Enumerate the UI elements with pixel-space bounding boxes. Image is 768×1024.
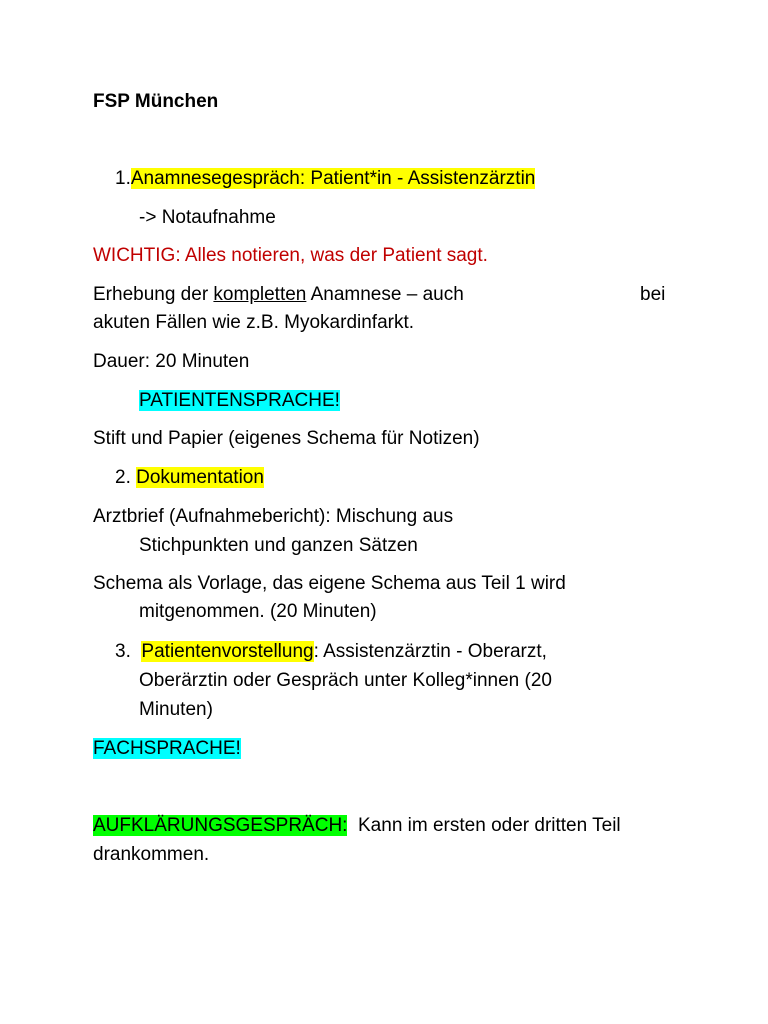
notaufnahme-line: -> Notaufnahme: [139, 207, 276, 228]
stift-line: Stift und Papier (eigenes Schema für Notizen): [93, 428, 480, 449]
aufklaerung-highlighted: AUFKLÄRUNGSGESPRÄCH:: [93, 815, 348, 836]
erhebung-post: Anamnese – auch: [306, 284, 464, 305]
list-item-3-line-3: Minuten): [139, 699, 213, 720]
arztbrief-line-1: Arztbrief (Aufnahmebericht): Mischung aus: [93, 506, 454, 527]
list-item-2-number: 2.: [115, 467, 131, 488]
list-item-3: [115, 640, 547, 664]
list-item-1-number: 1.: [115, 168, 131, 189]
aufklaerung-rest: Kann im ersten oder dritten Teil: [347, 815, 621, 836]
list-item-2: [115, 466, 264, 490]
patientensprache-text: PATIENTENSPRACHE!: [139, 390, 340, 411]
list-item-3-number: 3.: [115, 641, 131, 662]
list-item-1-text: Anamnesegespräch: Patient*in - Assistenzärztin: [130, 168, 536, 189]
schema-line-1: Schema als Vorlage, das eigene Schema aus Teil 1 wird: [93, 573, 566, 594]
dauer-line: Dauer: 20 Minuten: [93, 351, 250, 372]
erhebung-line-2: akuten Fällen wie z.B. Myokardinfarkt.: [93, 312, 415, 333]
erhebung-underlined: kompletten: [213, 284, 307, 305]
fachsprache-text: FACHSPRACHE!: [93, 738, 241, 759]
schema-line-2: mitgenommen. (20 Minuten): [139, 601, 377, 622]
arztbrief-line-2: Stichpunkten und ganzen Sätzen: [139, 535, 418, 556]
erhebung-line-1: [93, 283, 464, 307]
wichtig-note: WICHTIG: Alles notieren, was der Patient sagt.: [93, 245, 488, 266]
fachsprache-label: [93, 737, 241, 761]
list-item-1: [115, 167, 535, 191]
patientensprache-label: [139, 389, 340, 413]
aufklaerung-line-2: drankommen.: [93, 844, 210, 865]
list-item-3-line-2: Oberärztin oder Gespräch unter Kolleg*innen (20: [139, 670, 552, 691]
list-item-3-highlighted: Patientenvorstellung: [141, 641, 314, 662]
list-item-2-text: Dokumentation: [136, 467, 264, 488]
erhebung-pre: Erhebung der: [93, 284, 214, 305]
list-item-3-rest: : Assistenzärztin - Oberarzt,: [313, 641, 547, 662]
aufklaerung-line-1: [93, 814, 621, 838]
erhebung-right: bei: [640, 284, 666, 305]
document-title: FSP München: [93, 91, 219, 112]
